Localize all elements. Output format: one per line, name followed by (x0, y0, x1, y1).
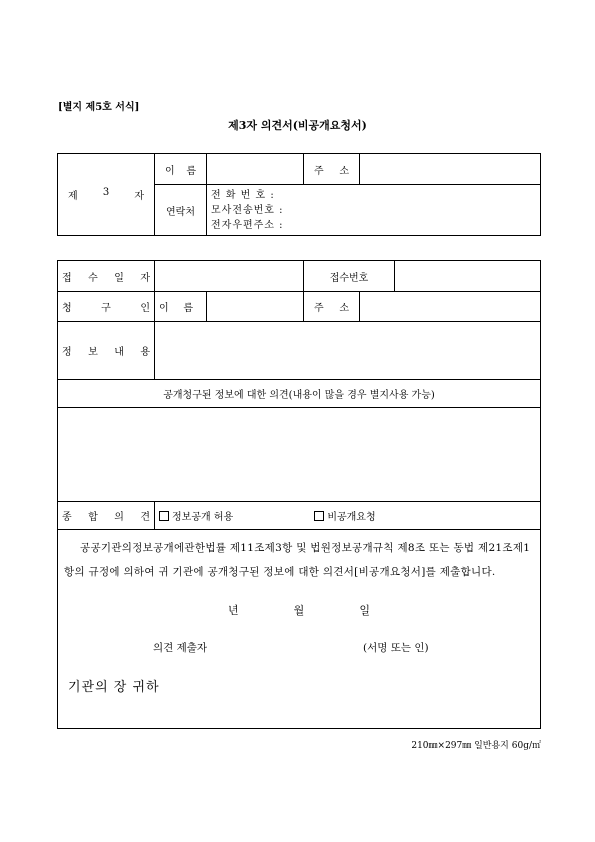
third-party-name-label: 이 름 (155, 154, 207, 185)
overall-opinion-options (155, 502, 541, 530)
signature-label: (서명 또는 인) (363, 642, 429, 654)
requester-address-value[interactable] (360, 292, 541, 322)
date-line (58, 602, 540, 618)
nondisclosure-checkbox[interactable] (314, 511, 324, 521)
request-nondisclosure-option[interactable]: 비공개요청 (314, 512, 375, 523)
phone-label: 전 화 번 호 : (211, 189, 275, 201)
year-label: 년 (228, 604, 239, 617)
overall-opinion-label: 종 합 의 견 (58, 502, 155, 530)
declaration-statement: 공공기관의정보공개에관한법률 제11조제3항 및 법원정보공개규칙 제8조 또는 동법 제21조제1항의 규정에 의하여 귀 기관에 공개청구된 정보에 대한 의견서[비공개요청서]를 제출합니다. (64, 542, 531, 578)
opinion-body[interactable] (58, 408, 541, 502)
opinion-header: 공개청구된 정보에 대한 의견(내용이 많을 경우 별지사용 가능) (58, 380, 541, 408)
requester-name-value[interactable] (207, 292, 304, 322)
fax-label: 모사전송번호 : (211, 204, 284, 216)
contact-details[interactable] (207, 185, 541, 236)
requester-name-label: 이 름 (155, 292, 207, 322)
receipt-date-label: 접 수 일 자 (58, 261, 155, 292)
third-party-name-value[interactable] (207, 154, 304, 185)
third-party-address-label: 주 소 (304, 154, 360, 185)
receipt-number-label: 접수번호 (304, 261, 395, 292)
allow-disclosure-checkbox[interactable] (159, 511, 169, 521)
contact-label: 연락처 (155, 185, 207, 236)
third-party-address-value[interactable] (360, 154, 541, 185)
paper-spec-footer: 210㎜×297㎜ 일반용지 60g/㎡ (411, 741, 541, 751)
declaration-cell (58, 530, 541, 729)
receipt-date-value[interactable] (155, 261, 304, 292)
requester-label: 청 구 인 (58, 292, 155, 322)
allow-disclosure-option[interactable]: 정보공개 허용 (159, 512, 236, 523)
request-table (57, 260, 541, 729)
addressee: 기관의 장 귀하 (68, 680, 160, 695)
info-content-value[interactable] (155, 322, 541, 380)
day-label: 일 (359, 604, 370, 617)
form-number-label: [별지 제5호 서식] (58, 102, 140, 113)
email-label: 전자우편주소 : (211, 219, 284, 231)
third-party-label: 제 3 자 (58, 154, 155, 236)
info-content-label: 정 보 내 용 (58, 322, 155, 380)
requester-address-label: 주 소 (304, 292, 360, 322)
submitter-label: 의견 제출자 (153, 642, 208, 654)
document-title: 제3자 의견서(비공개요청서) (228, 119, 367, 132)
third-party-table (57, 153, 541, 236)
receipt-number-value[interactable] (395, 261, 541, 292)
submitter-line (58, 640, 540, 660)
month-label: 월 (293, 604, 305, 617)
